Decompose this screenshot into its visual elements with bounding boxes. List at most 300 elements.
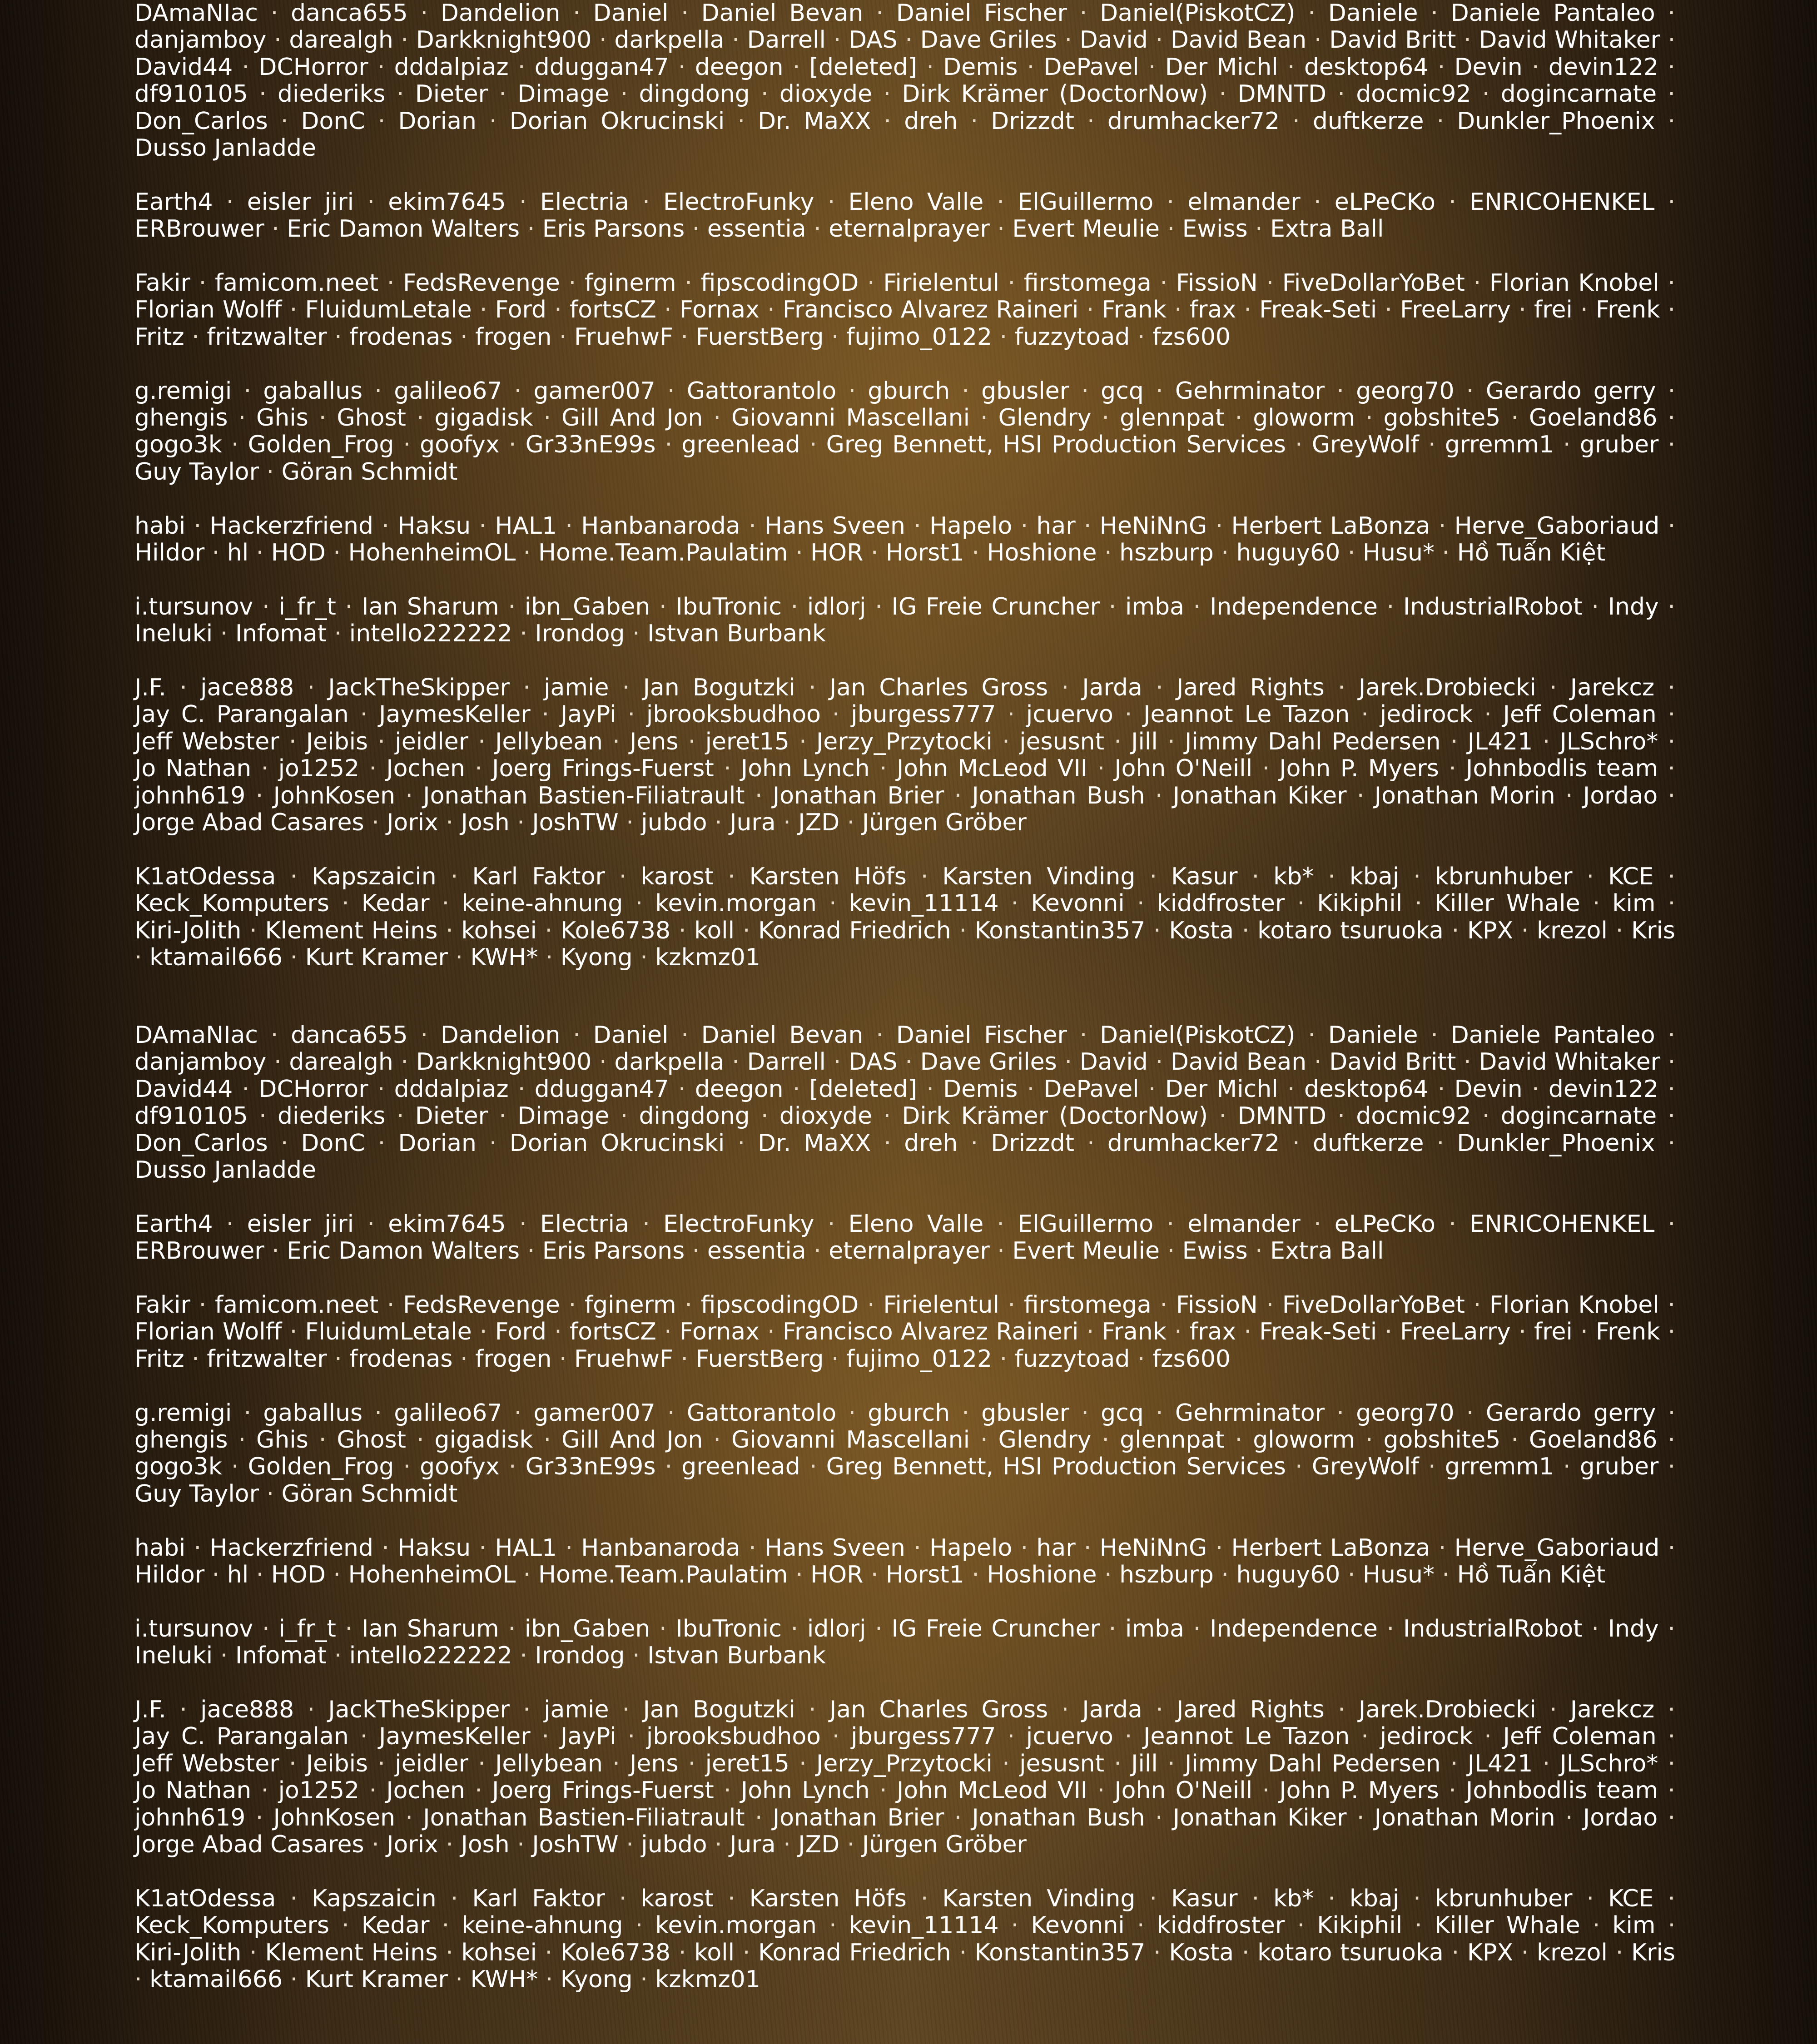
contributor-name: jcuervo [1026, 701, 1113, 729]
name-separator: · [1442, 539, 1450, 567]
name-separator: · [318, 404, 327, 432]
name-separator: · [255, 1804, 263, 1831]
name-separator: · [1668, 26, 1676, 54]
contributor-name: jace888 [200, 674, 294, 702]
name-separator: · [334, 1345, 342, 1373]
contributor-name: Ewiss [1182, 1237, 1248, 1265]
contributor-name: gburch [868, 1399, 950, 1427]
name-separator: · [1668, 1426, 1675, 1454]
contributor-name: FuerstBerg [695, 323, 824, 351]
contributor-name: kevin.morgan [655, 1912, 817, 1940]
credits-section [134, 1616, 1675, 1670]
contributor-name: Kapszaicin [311, 1885, 437, 1912]
contributor-name: gamer007 [533, 377, 655, 405]
name-separator: · [1668, 107, 1676, 135]
contributor-name: JayPi [560, 701, 616, 729]
contributor-name: Dunkler_Phoenix [1457, 1129, 1655, 1157]
contributor-name: Jürgen Gröber [862, 809, 1027, 837]
contributor-name: danca655 [291, 0, 408, 27]
contributor-name: i_fr_t [278, 593, 336, 620]
name-separator: · [1102, 404, 1110, 432]
contributor-name: FreeLarry [1400, 1318, 1511, 1346]
name-separator: · [1580, 296, 1588, 324]
contributor-name: duftkerze [1312, 107, 1424, 135]
contributor-name: danjamboy [134, 26, 267, 54]
name-separator: · [1149, 1885, 1157, 1912]
name-separator: · [479, 296, 487, 324]
name-separator: · [1308, 1022, 1316, 1049]
contributor-name: John McLeod VII [896, 755, 1088, 783]
name-separator: · [1466, 377, 1474, 405]
name-separator: · [870, 1561, 879, 1589]
contributor-name: Drizzdt [991, 107, 1075, 135]
contributor-name: drumhacker72 [1107, 1129, 1280, 1157]
contributor-name: krezol [1537, 917, 1608, 944]
contributor-name: Jay C. Parangalan [134, 701, 349, 729]
name-separator: · [274, 26, 282, 54]
name-separator: · [334, 620, 342, 648]
contributor-name: keine-ahnung [462, 890, 623, 918]
name-separator: · [401, 1048, 409, 1076]
name-separator: · [809, 431, 817, 459]
name-separator: · [1167, 728, 1175, 755]
name-separator: · [980, 404, 988, 432]
name-separator: · [1668, 890, 1676, 918]
name-separator: · [1668, 0, 1676, 27]
contributor-name: Jorge Abad Casares [134, 1831, 364, 1859]
contributor-name: ElectroFunky [663, 188, 814, 216]
name-separator: · [970, 1129, 978, 1157]
contributor-name: docmic92 [1356, 1102, 1471, 1130]
contributor-name: duftkerze [1312, 1129, 1424, 1157]
contributor-name: dduggan47 [534, 53, 669, 81]
contributor-name: Jarda [1082, 674, 1142, 702]
contributor-name: gbusler [981, 377, 1070, 405]
name-separator: · [1167, 1750, 1175, 1777]
name-separator: · [1580, 1318, 1588, 1346]
contributor-name: ghengis [134, 404, 228, 432]
contributor-name: Der Michl [1165, 1075, 1278, 1103]
name-separator: · [1083, 512, 1092, 540]
contributor-name: dduggan47 [534, 1075, 669, 1103]
name-separator: · [832, 701, 840, 729]
name-separator: · [632, 1642, 640, 1670]
contributor-name: Fornax [679, 296, 760, 324]
name-separator: · [1156, 1399, 1163, 1427]
name-separator: · [1255, 1237, 1263, 1265]
name-separator: · [1442, 1561, 1450, 1589]
contributor-name: Killer Whale [1434, 1912, 1580, 1940]
name-separator: · [954, 782, 962, 809]
contributor-name: JohnKosen [273, 782, 396, 809]
name-separator: · [266, 458, 274, 486]
name-separator: · [1156, 377, 1163, 405]
contributor-name: J.F. [134, 1696, 166, 1724]
name-separator: · [450, 1885, 458, 1912]
contributor-name: HAL1 [495, 512, 557, 540]
contributor-name: har [1036, 512, 1076, 540]
contributor-name: Jeannot Le Tazon [1143, 1723, 1350, 1751]
name-separator: · [446, 1939, 453, 1966]
name-separator: · [1482, 80, 1490, 108]
name-separator: · [372, 1831, 379, 1859]
name-separator: · [1297, 890, 1305, 918]
name-separator: · [266, 1480, 274, 1508]
name-separator: · [1020, 1534, 1028, 1562]
name-separator: · [642, 188, 650, 216]
contributor-name: Herve_Gaboriaud [1454, 1534, 1660, 1562]
contributor-name: Husu* [1362, 1561, 1435, 1589]
name-separator: · [1079, 0, 1087, 27]
name-separator: · [667, 377, 675, 405]
contributor-name: kohsei [461, 917, 537, 944]
name-separator: · [446, 809, 453, 837]
contributor-name: Ghost [337, 1426, 406, 1454]
name-separator: · [997, 1237, 1005, 1265]
credits-section [134, 675, 1675, 836]
name-separator: · [1336, 377, 1344, 405]
contributor-name: Jordao [1583, 1804, 1658, 1831]
name-separator: · [1336, 1399, 1344, 1427]
name-separator: · [688, 1750, 696, 1777]
name-separator: · [1519, 1318, 1526, 1346]
credits-list [134, 1022, 1675, 1994]
contributor-name: Greg Bennett, HSI Production Services [826, 1453, 1286, 1481]
name-separator: · [288, 728, 297, 755]
name-separator: · [767, 296, 775, 324]
name-separator: · [814, 215, 821, 243]
contributor-name: KPX [1467, 1939, 1514, 1966]
contributor-name: [deleted] [809, 53, 918, 81]
name-separator: · [1519, 296, 1526, 324]
name-separator: · [783, 1831, 791, 1859]
contributor-name: jcuervo [1026, 1723, 1113, 1751]
name-separator: · [627, 1723, 635, 1751]
name-separator: · [913, 512, 921, 540]
name-separator: · [192, 323, 199, 351]
credits-section [134, 0, 1675, 162]
contributor-name: firstomega [1023, 269, 1152, 297]
name-separator: · [1668, 1102, 1675, 1130]
contributor-name: Gill And Jon [561, 1426, 703, 1454]
contributor-name: jeidler [395, 1750, 468, 1777]
contributor-name: Jan Charles Gross [829, 1696, 1048, 1724]
name-separator: · [1287, 1075, 1295, 1103]
contributor-name: Don_Carlos [134, 1129, 268, 1157]
contributor-name: DonC [301, 107, 365, 135]
contributor-name: Eris Parsons [542, 215, 685, 243]
name-separator: · [1668, 1912, 1676, 1940]
name-separator: · [489, 1129, 497, 1157]
contributor-name: frei [1534, 296, 1573, 324]
contributor-name: Eleno Valle [848, 188, 984, 216]
contributor-name: Electria [540, 188, 629, 216]
name-separator: · [199, 269, 207, 297]
contributor-name: Demis [943, 53, 1018, 81]
name-separator: · [680, 323, 688, 351]
name-separator: · [1428, 431, 1436, 459]
contributor-name: Ghost [337, 404, 406, 432]
contributor-name: Eleno Valle [848, 1210, 984, 1238]
contributor-name: fzs600 [1152, 323, 1231, 351]
contributor-name: Devin [1454, 1075, 1523, 1103]
name-separator: · [403, 431, 411, 459]
contributor-name: Guy Taylor [134, 1480, 259, 1508]
contributor-name: jace888 [200, 1696, 294, 1724]
name-separator: · [134, 944, 142, 972]
name-separator: · [238, 404, 246, 432]
name-separator: · [1473, 1291, 1481, 1319]
name-separator: · [827, 188, 835, 216]
contributor-name: John O'Neill [1114, 1777, 1253, 1805]
contributor-name: JLSchro* [1559, 1750, 1658, 1777]
name-separator: · [681, 0, 689, 27]
contributor-name: Kurt Kramer [305, 1966, 448, 1994]
name-separator: · [523, 1561, 531, 1589]
contributor-name: Istvan Burbank [647, 1642, 826, 1670]
name-separator: · [416, 404, 424, 432]
contributor-name: idlorj [807, 1615, 866, 1642]
contributor-name: danjamboy [134, 1048, 267, 1076]
contributor-name: HohenheimOL [348, 1561, 516, 1589]
name-separator: · [626, 1831, 634, 1859]
name-separator: · [1361, 701, 1369, 729]
contributor-name: David [1079, 26, 1148, 54]
contributor-name: Jo Nathan [134, 755, 252, 783]
contributor-name: georg70 [1356, 377, 1455, 405]
name-separator: · [1466, 1399, 1474, 1427]
contributor-name: HOD [271, 1561, 326, 1589]
name-separator: · [1668, 512, 1676, 540]
name-separator: · [755, 782, 763, 809]
name-separator: · [1464, 26, 1471, 54]
contributor-name: Jonathan Morin [1374, 1804, 1555, 1831]
contributor-name: KPX [1467, 917, 1514, 944]
name-separator: · [1155, 782, 1163, 809]
name-separator: · [1108, 593, 1117, 620]
contributor-name: Hildor [134, 539, 205, 567]
name-separator: · [1338, 1696, 1345, 1724]
contributor-name: kzkmz01 [655, 1966, 760, 1994]
name-separator: · [1160, 1291, 1168, 1319]
name-separator: · [554, 296, 562, 324]
contributor-name: Jeannot Le Tazon [1143, 701, 1350, 729]
name-separator: · [478, 1750, 486, 1777]
name-separator: · [262, 593, 270, 620]
name-separator: · [261, 755, 269, 783]
name-separator: · [1266, 269, 1274, 297]
contributor-name: IndustrialRobot [1403, 1615, 1583, 1642]
name-separator: · [920, 1885, 928, 1912]
contributor-name: David44 [134, 53, 233, 81]
name-separator: · [1007, 701, 1015, 729]
contributor-name: Earth4 [134, 1210, 213, 1238]
name-separator: · [847, 1831, 855, 1859]
name-separator: · [1262, 1777, 1270, 1805]
name-separator: · [681, 1022, 689, 1049]
contributor-name: karost [640, 1885, 714, 1912]
name-separator: · [1255, 215, 1263, 243]
name-separator: · [1668, 1804, 1676, 1831]
contributor-name: huguy60 [1236, 1561, 1340, 1589]
contributor-name: David44 [134, 1075, 233, 1103]
name-separator: · [396, 1102, 404, 1130]
contributor-name: g.remigi [134, 377, 232, 405]
contributor-name: df910105 [134, 1102, 248, 1130]
contributor-name: i.tursunov [134, 1615, 253, 1642]
name-separator: · [1542, 728, 1550, 755]
contributor-name: JLSchro* [1559, 728, 1658, 755]
name-separator: · [875, 593, 883, 620]
name-separator: · [1083, 1534, 1092, 1562]
name-separator: · [446, 1831, 453, 1859]
name-separator: · [1437, 53, 1445, 81]
contributor-name: habi [134, 512, 186, 540]
contributor-name: kevin_11114 [849, 1912, 999, 1940]
contributor-name: ktamail666 [149, 944, 283, 972]
name-separator: · [599, 26, 607, 54]
contributor-name: Dave Griles [920, 26, 1057, 54]
contributor-name: danca655 [291, 1022, 408, 1049]
contributor-name: Jarek.Drobiecki [1358, 674, 1536, 702]
contributor-name: kiddfroster [1157, 890, 1285, 918]
contributor-name: Eric Damon Walters [287, 1237, 520, 1265]
contributor-name: Eric Damon Walters [287, 215, 520, 243]
contributor-name: Jonathan Kiker [1172, 782, 1347, 809]
contributor-name: Firielentul [883, 1291, 999, 1319]
name-separator: · [523, 1696, 531, 1724]
contributor-name: David [1079, 1048, 1148, 1076]
contributor-name: Horst1 [885, 1561, 964, 1589]
name-separator: · [479, 1318, 487, 1346]
contributor-name: David Britt [1329, 26, 1456, 54]
contributor-name: DCHorror [258, 1075, 368, 1103]
contributor-name: Daniele [1328, 0, 1418, 27]
contributor-name: jesusnt [1019, 728, 1105, 755]
contributor-name: fuzzytoad [1014, 323, 1130, 351]
contributor-name: gogo3k [134, 1453, 222, 1481]
name-separator: · [1436, 107, 1445, 135]
contributor-name: John P. Myers [1279, 755, 1439, 783]
contributor-name: Golden_Frog [248, 1453, 394, 1481]
credits-section [134, 1885, 1675, 1994]
contributor-name: Gr33nE99s [525, 1453, 656, 1481]
contributor-name: Kyong [560, 944, 633, 972]
contributor-name: Konrad Friedrich [758, 917, 951, 944]
contributor-name: Dimage [517, 1102, 610, 1130]
contributor-name: Kevonni [1031, 1912, 1125, 1940]
name-separator: · [499, 80, 506, 108]
contributor-name: Goeland86 [1529, 1426, 1658, 1454]
name-separator: · [688, 728, 696, 755]
contributor-name: Evert Meulie [1012, 215, 1160, 243]
contributor-name: Hans Sveen [764, 512, 905, 540]
name-separator: · [1137, 1345, 1145, 1373]
name-separator: · [1668, 593, 1676, 620]
name-separator: · [1347, 1561, 1355, 1589]
name-separator: · [514, 1399, 522, 1427]
contributor-name: Kedar [361, 1912, 430, 1940]
contributor-name: Jonathan Brier [772, 782, 944, 809]
contributor-name: Konstantin357 [974, 917, 1146, 944]
name-separator: · [875, 1615, 883, 1642]
contributor-name: Independence [1210, 593, 1378, 620]
name-separator: · [1591, 593, 1599, 620]
name-separator: · [692, 215, 700, 243]
name-separator: · [573, 0, 581, 27]
name-separator: · [1521, 1939, 1529, 1966]
name-separator: · [334, 323, 342, 351]
name-separator: · [1451, 1939, 1460, 1966]
contributor-name: fritzwalter [207, 1345, 327, 1373]
contributor-name: Jimmy Dahl Pedersen [1184, 728, 1441, 755]
contributor-name: HOD [271, 539, 326, 567]
contributor-name: Freak-Seti [1259, 296, 1377, 324]
name-separator: · [870, 539, 879, 567]
name-separator: · [272, 215, 279, 243]
contributor-name: KWH* [470, 1966, 538, 1994]
contributor-name: jesusnt [1019, 1750, 1105, 1777]
name-separator: · [619, 863, 627, 890]
contributor-name: DePavel [1043, 53, 1139, 81]
name-separator: · [377, 728, 385, 755]
contributor-name: Josh [461, 1831, 510, 1859]
name-separator: · [999, 323, 1008, 351]
name-separator: · [179, 1696, 187, 1724]
name-separator: · [262, 1615, 270, 1642]
contributor-name: Hackerzfriend [209, 512, 373, 540]
contributor-name: Hồ Tuấn Kiệt [1457, 539, 1606, 567]
contributor-name: ibn_Gaben [524, 593, 650, 620]
name-separator: · [884, 107, 892, 135]
name-separator: · [829, 1912, 837, 1940]
contributor-name: JZD [798, 809, 840, 837]
contributor-name: Jarekcz [1570, 1696, 1655, 1724]
name-separator: · [541, 1723, 550, 1751]
name-separator: · [1313, 1210, 1321, 1238]
name-separator: · [713, 404, 721, 432]
name-separator: · [1156, 674, 1163, 702]
contributor-name: gruber [1579, 1453, 1659, 1481]
contributor-name: Hildor [134, 1561, 205, 1589]
name-separator: · [369, 755, 377, 783]
name-separator: · [1156, 1696, 1163, 1724]
name-separator: · [1153, 917, 1161, 944]
name-separator: · [442, 1912, 450, 1940]
name-separator: · [559, 323, 567, 351]
contributor-name: Florian Wolff [134, 1318, 282, 1346]
contributor-name: deegon [695, 53, 784, 81]
contributor-name: Home.Team.Paulatim [538, 539, 788, 567]
contributor-name: Jared Rights [1177, 1696, 1325, 1724]
contributor-name: gogo3k [134, 431, 222, 459]
contributor-name: kbaj [1349, 1885, 1400, 1912]
name-separator: · [377, 1750, 385, 1777]
contributor-name: desktop64 [1304, 1075, 1429, 1103]
name-separator: · [783, 809, 791, 837]
contributor-name: IbuTronic [675, 1615, 782, 1642]
name-separator: · [377, 1075, 385, 1103]
name-separator: · [1087, 107, 1095, 135]
contributor-name: FruehwF [574, 323, 673, 351]
contributor-name: hl [227, 1561, 249, 1589]
contributor-name: DCHorror [258, 53, 368, 81]
name-separator: · [1565, 782, 1573, 809]
name-separator: · [997, 215, 1005, 243]
credits-section [134, 189, 1675, 243]
contributor-name: famicom.neet [214, 1291, 379, 1319]
contributor-name: dreh [904, 1129, 958, 1157]
